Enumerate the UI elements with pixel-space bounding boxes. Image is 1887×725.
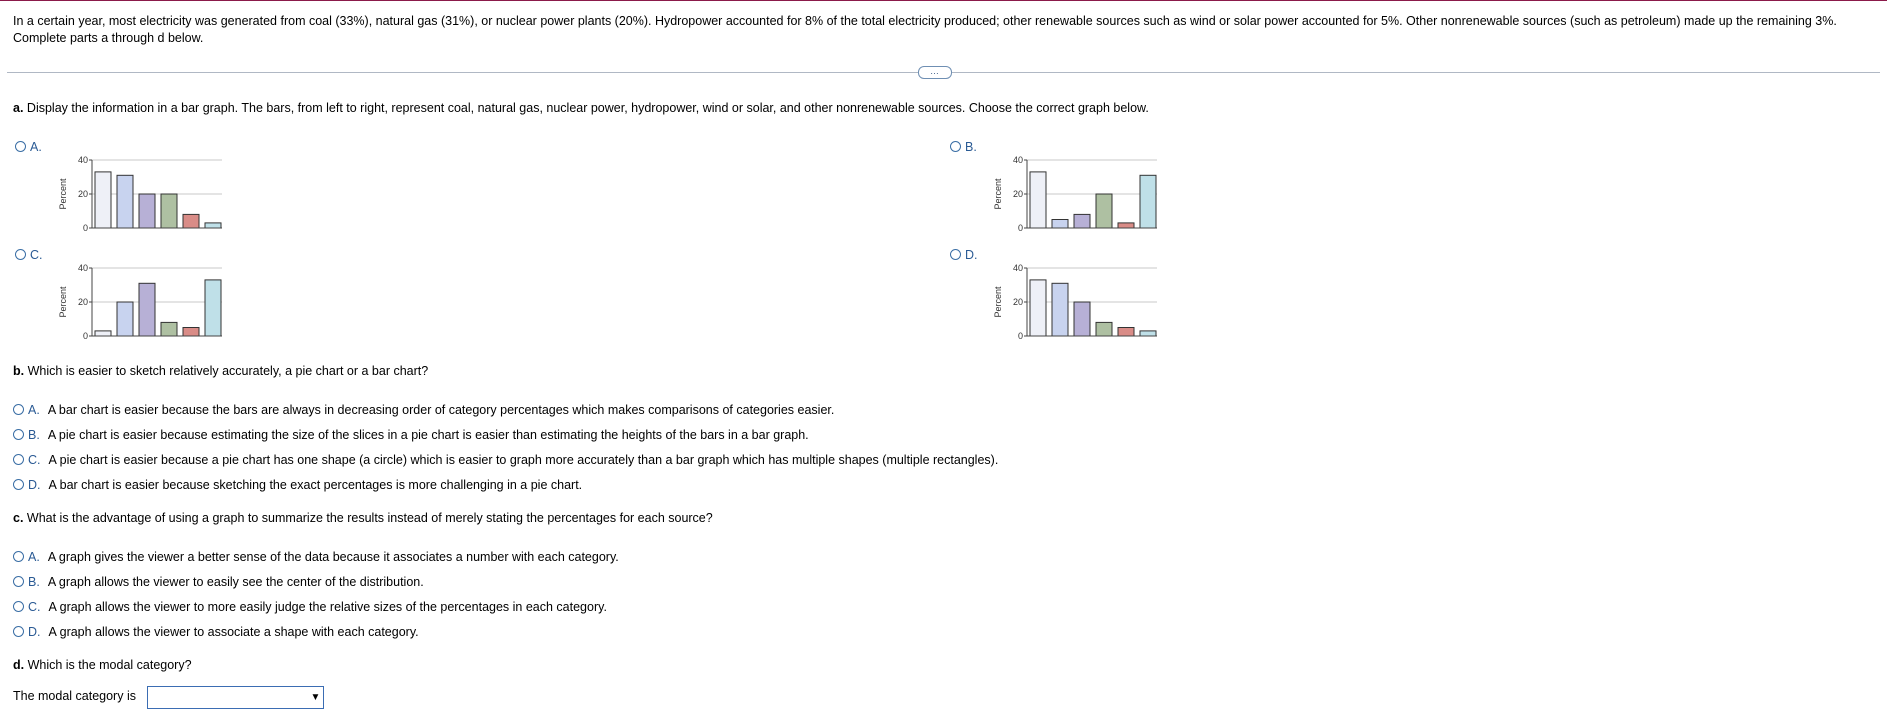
- y-tick-label: 0: [1017, 223, 1023, 232]
- bar-chart-c: [52, 260, 232, 340]
- part-a-prompt: a. Display the information in a bar graph. The bars, from left to right, represent coal, natural gas, nuclear power, hydropower, wind or solar, and other nonrenewable sources. Choose the correct graph below.: [13, 101, 1149, 115]
- bar: [117, 302, 133, 336]
- problem-statement: In a certain year, most electricity was generated from coal (33%), natural gas (31%), or nuclear power plants (20%). Hydropower accounted for 8% of the total electricity produced; other renewable sources such as wind or solar power accounted for 5%. Other nonrenewable sources (such as petroleum) made up the remaining 3%. Complete parts a through d below.: [13, 14, 1837, 45]
- y-axis-label: Percent: [993, 286, 1003, 318]
- y-tick-label: 20: [77, 189, 88, 199]
- bar: [1052, 220, 1068, 229]
- bar: [161, 322, 177, 336]
- y-axis-label: Percent: [58, 286, 68, 318]
- bar-chart-b: [987, 152, 1167, 232]
- part-b-answer-d[interactable]: D. A bar chart is easier because sketching the exact percentages is more challenging in a pie chart.: [13, 478, 582, 492]
- part-d-prompt: d. Which is the modal category?: [13, 658, 192, 672]
- bar: [1096, 322, 1112, 336]
- part-b-prompt: b. Which is easier to sketch relatively accurately, a pie chart or a bar chart?: [13, 364, 429, 378]
- graph-option-c[interactable]: C.: [15, 248, 43, 262]
- bar: [1140, 331, 1156, 336]
- bar: [95, 331, 111, 336]
- radio-icon[interactable]: [13, 429, 24, 440]
- top-accent-line: [0, 0, 1887, 1]
- y-axis-label: Percent: [993, 178, 1003, 210]
- y-tick-label: 0: [82, 223, 88, 232]
- radio-icon[interactable]: [13, 576, 24, 587]
- part-b-answer-b[interactable]: B. A pie chart is easier because estimating the size of the slices in a pie chart is easier than estimating the heights of the bars in a bar graph.: [13, 428, 809, 442]
- modal-category-dropdown[interactable]: [147, 686, 324, 709]
- bar: [205, 223, 221, 228]
- bar: [1096, 194, 1112, 228]
- y-axis-label: Percent: [58, 178, 68, 210]
- graph-option-a[interactable]: A.: [15, 140, 42, 154]
- bar: [139, 194, 155, 228]
- graph-option-b[interactable]: B.: [950, 140, 977, 154]
- radio-icon[interactable]: [13, 454, 24, 465]
- bar: [1140, 175, 1156, 228]
- bar-chart-a: [52, 152, 232, 232]
- bar: [1074, 214, 1090, 228]
- radio-icon[interactable]: [13, 551, 24, 562]
- y-tick-label: 0: [82, 331, 88, 340]
- bar: [1118, 328, 1134, 337]
- bar: [183, 214, 199, 228]
- radio-icon[interactable]: [13, 626, 24, 637]
- bar: [95, 172, 111, 228]
- radio-icon[interactable]: [13, 601, 24, 612]
- bar: [205, 280, 221, 336]
- y-tick-label: 20: [1012, 297, 1023, 307]
- y-tick-label: 20: [1012, 189, 1023, 199]
- part-c-prompt: c. What is the advantage of using a graph to summarize the results instead of merely stating the percentages for each source?: [13, 511, 713, 525]
- radio-icon[interactable]: [950, 141, 961, 152]
- part-c-answer-d[interactable]: D. A graph allows the viewer to associate a shape with each category.: [13, 625, 419, 639]
- modal-category-label: The modal category is: [13, 689, 136, 703]
- bar: [1118, 223, 1134, 228]
- radio-icon[interactable]: [950, 249, 961, 260]
- radio-icon[interactable]: [13, 479, 24, 490]
- y-tick-label: 40: [1012, 155, 1023, 165]
- bar-chart-d: [987, 260, 1167, 340]
- bar: [183, 328, 199, 337]
- expand-more-button[interactable]: …: [918, 66, 952, 79]
- bar: [1030, 172, 1046, 228]
- radio-icon[interactable]: [13, 404, 24, 415]
- graph-option-d[interactable]: D.: [950, 248, 978, 262]
- part-c-answer-a[interactable]: A. A graph gives the viewer a better sense of the data because it associates a number with each category.: [13, 550, 619, 564]
- bar: [1052, 283, 1068, 336]
- y-tick-label: 40: [1012, 263, 1023, 273]
- part-c-answer-b[interactable]: B. A graph allows the viewer to easily see the center of the distribution.: [13, 575, 424, 589]
- part-c-answer-c[interactable]: C. A graph allows the viewer to more easily judge the relative sizes of the percentages in each category.: [13, 600, 607, 614]
- y-tick-label: 20: [77, 297, 88, 307]
- y-tick-label: 0: [1017, 331, 1023, 340]
- radio-icon[interactable]: [15, 141, 26, 152]
- radio-icon[interactable]: [15, 249, 26, 260]
- bar: [117, 175, 133, 228]
- part-b-answer-a[interactable]: A. A bar chart is easier because the bars are always in decreasing order of category percentages which makes comparisons of categories easier.: [13, 403, 834, 417]
- bar: [161, 194, 177, 228]
- bar: [139, 283, 155, 336]
- bar: [1074, 302, 1090, 336]
- dropdown-arrow-icon[interactable]: ▼: [310, 692, 321, 703]
- bar: [1030, 280, 1046, 336]
- y-tick-label: 40: [77, 263, 88, 273]
- part-b-answer-c[interactable]: C. A pie chart is easier because a pie chart has one shape (a circle) which is easier to graph more accurately than a bar graph which has multiple shapes (multiple rectangles).: [13, 453, 998, 467]
- y-tick-label: 40: [77, 155, 88, 165]
